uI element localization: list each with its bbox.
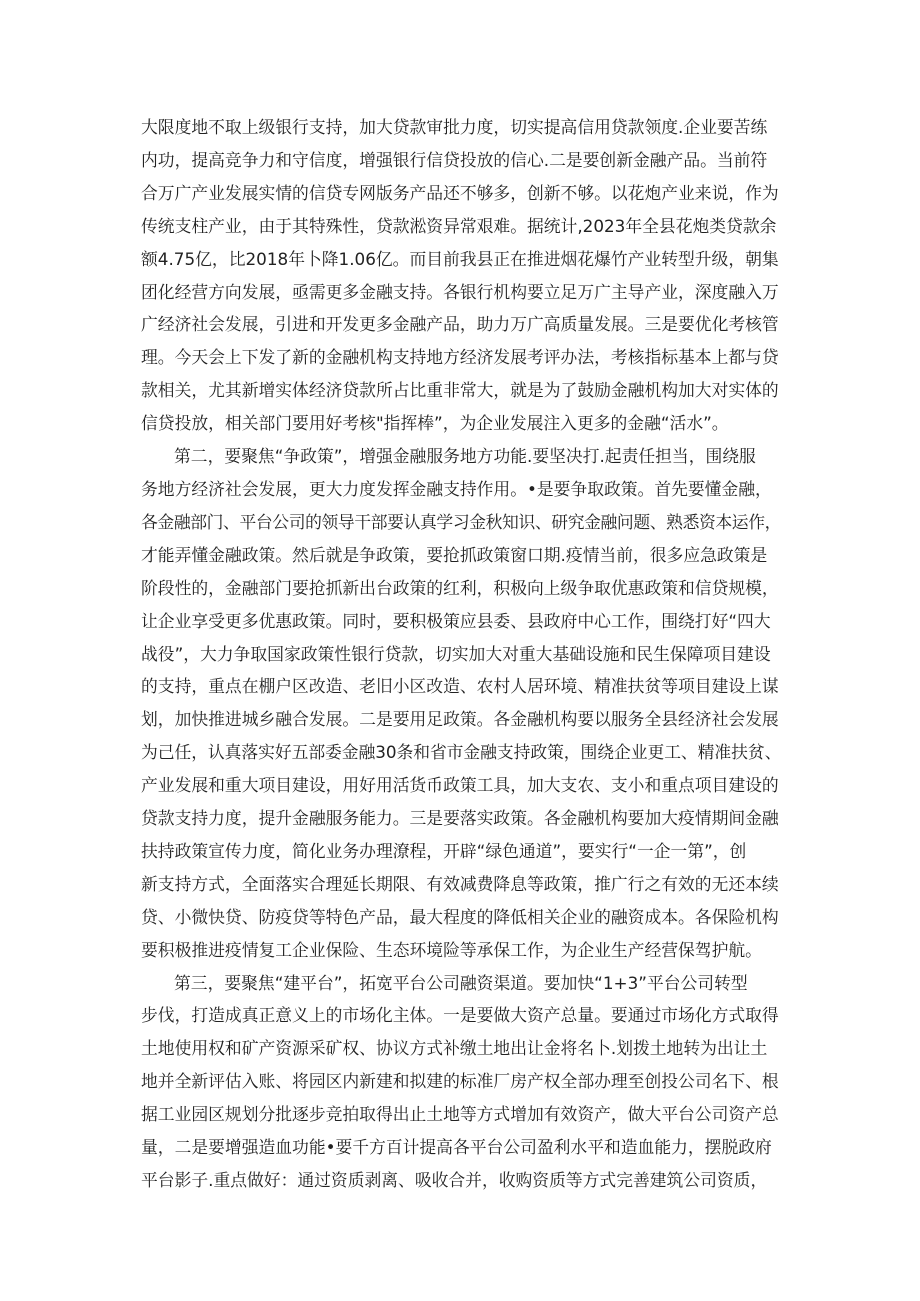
text-line: 团化经营方向发展，亟需更多金融支持。各银行机构要立足万广主导产业，深度融入万 — [141, 281, 779, 302]
text-line: 第三，要聚焦“建平台”，拓宽平台公司融资渠道。要加快“1+3”平台公司转型 — [174, 972, 748, 993]
document-body — [141, 111, 781, 1197]
text-line: 内功，提高竞争力和守信度，增强银行信贷投放的信心.二是要创新金融产品。当前符 — [141, 149, 768, 170]
text-line: 广经济社会发展，引进和开发更多金融产品，助力万广高质量发展。三是要优化考核管 — [141, 314, 779, 335]
text-line: 据工业园区规划分批逐步竞拍取得出止土地等方式增加有效资产，做大平台公司资产总 — [141, 1104, 779, 1125]
body-paragraph — [141, 111, 781, 440]
text-line: 量，二是要增强造血功能•要千方百计提高各平台公司盈利水平和造血能力，摆脱政府 — [141, 1137, 772, 1158]
text-line: 贷、小微快贷、防疫贷等特色产品，最大程度的降低相关企业的融资成本。各保险机构 — [141, 906, 779, 927]
text-line: 土地使用权和矿产资源采矿权、协议方式补缴土地出让金将名卜.划拨土地转为出让土 — [141, 1038, 768, 1059]
text-line: 阶段性的，金融部门要抢抓新出台政策的红利，积极向上级争取优惠政策和信贷规模， — [141, 577, 779, 598]
text-line: 为己任，认真落实好五部委金融30条和省市金融支持政策，围绕企业更工、精准扶贫、 — [141, 742, 781, 763]
body-paragraph — [141, 967, 781, 1197]
text-line: 大限度地不取上级银行支持，加大贷款审批力度，切实提高信用贷款领度.企业要苦练 — [141, 117, 768, 137]
text-line: 务地方经济社会发展，更大力度发挥金融支持作用。•是要争取政策。首先要懂金融， — [141, 478, 772, 499]
text-line: 要积极推进疫情复工企业保险、生态环境险等承保工作，为企业生产经营保驾护航。 — [141, 939, 762, 960]
text-line: 战役”，大力争取国家政策性银行贷款，切实加大对重大基础设施和民生保障项目建设 — [141, 643, 771, 664]
text-line: 额4.75亿，比2018年卜降1.06亿。而目前我县正在推进烟花爆竹产业转型升级，朝集 — [141, 248, 779, 269]
text-line: 平台影子.重点做好：通过资质剥离、吸收合并，收购资质等方式完善建筑公司资质， — [141, 1170, 768, 1190]
text-line: 第二，要聚焦“争政策”，增强金融服务地方功能.要坚决打.起责任担当，围绕服 — [174, 446, 756, 467]
text-line: 传统支柱产业，由于其特殊性，贷款淞资异常艰难。据统计,2023年全县花炮类贷款余 — [141, 215, 777, 236]
text-line: 地并全新评估入账、将园区内新建和拟建的标准厂房产权全部办理至创投公司名下、根 — [141, 1071, 779, 1092]
text-line: 产业发展和重大项目建设，用好用活货币政策工具，加大支农、支小和重点项目建设的 — [141, 775, 779, 796]
text-line: 新支持方式，全面落实合理延长期限、有效减费降息等政策，推广行之有效的无还本续 — [141, 873, 779, 894]
text-line: 款相关，尤其新增实体经济贷款所占比重非常大，就是为了鼓励金融机构加大对实体的 — [141, 380, 779, 401]
text-line: 理。今天会上下发了新的金融机构支持地方经济发展考评办法，考核指标基本上都与贷 — [141, 347, 779, 368]
body-paragraph — [141, 440, 781, 967]
text-line: 信贷投放，相关部门要用好考核"指挥棒”，为企业发展注入更多的金融“活水”。 — [141, 413, 729, 434]
text-line: 扶持政策宣传力度，简化业务办理潦程，开辟“绿色通道”，要实行“一企一第”，创 — [141, 840, 747, 861]
text-line: 步伐，打造成真正意义上的市场化主体。一是要做大资产总量。要通过市场化方式取得 — [141, 1005, 779, 1026]
text-line: 各金融部门、平台公司的领导干部要认真学习金秋知识、研究金融问题、熟悉资本运作， — [141, 511, 781, 532]
text-line: 才能弄懂金融政策。然后就是争政策，要抢抓政策窗口期.疫情当前，很多应急政策是 — [141, 544, 768, 565]
text-line: 让企业享受更多优惠政策。同时，要积极策应县委、县政府中心工作，围绕打好“四大 — [141, 610, 771, 631]
text-line: 的支持，重点在棚户区改造、老旧小区改造、农村人居环境、精准扶贫等项目建设上谋 — [141, 676, 779, 697]
text-line: 贷款支持力度，提升金融服务能力。三是要落实政策。各金融机构要加大疫情期间金融 — [141, 808, 779, 829]
text-line: 合万广产业发展实情的信贷专网版务产品还不够多，创新不够。以花炮产业来说，作为 — [141, 182, 779, 203]
text-line: 划，加快推进城乡融合发展。二是要用足政策。各金融机构要以服务全县经济社会发展 — [141, 709, 779, 730]
